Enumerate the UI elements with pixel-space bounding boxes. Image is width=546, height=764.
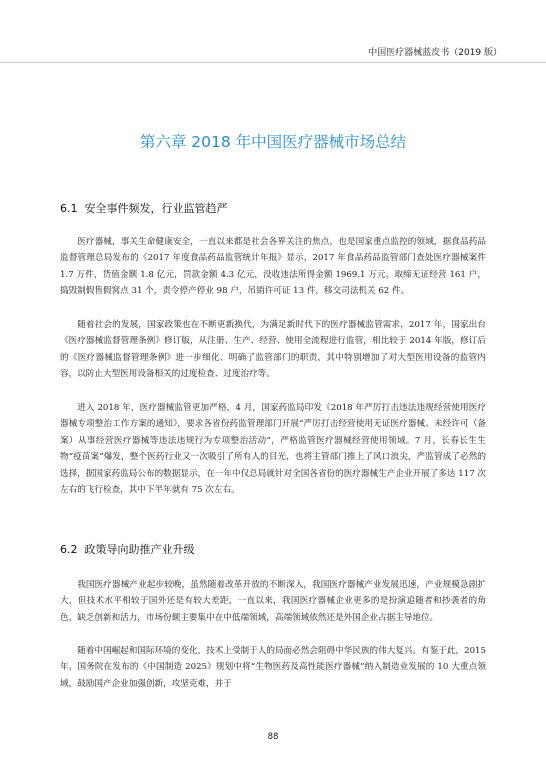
chapter-title: 第六章 2018 年中国医疗器械市场总结 xyxy=(139,133,407,151)
paragraph: 我国医疗器械产业起步较晚，虽然随着改革开放的不断深入，我国医疗器械产业发展迅速，产业规模急剧扩大，但技术水平相较于国外还是有较大差距，一直以来，我国医疗器械企业更多的是扮演追随者和抄袭者的角色，缺乏创新和活力，市场份额主要集中在中低端领域，高端领域依然还是外国企业占据主导地位。 xyxy=(60,580,486,623)
header-rule xyxy=(0,62,546,63)
paragraph: 随着社会的发展，国家政策也在不断更新换代，为满足新时代下的医疗器械监管需求，2017 年，国家出台《医疗器械监督管理条例》修订版，从注册、生产、经营、使用全流程进行监管，相比较于 2014 年版，修订后的《医疗器械监督管理条例》进一步细化、明确了监管部门的职责，其中特别增加了对大型医用设备的监管内容，以防止大型医用设备相关的过度检查、过度治疗等。 xyxy=(60,320,486,380)
running-header: 中国医疗器械蓝皮书（2019 版） xyxy=(368,48,502,58)
section-number: 6.1 xyxy=(60,202,78,215)
section-heading-6-2 xyxy=(60,541,195,557)
page-number: 88 xyxy=(267,732,279,742)
section-heading-6-1 xyxy=(60,200,228,216)
section-number: 6.2 xyxy=(60,543,78,556)
paragraph: 医疗器械，事关生命健康安全，一直以来都是社会各界关注的焦点，也是国家重点监控的领域，据食品药品监督管理总局发布的《2017 年度食品药品监管统计年报》显示，2017 年食品药品监管部门查处医疗器械案件 1.7 万件，货值金额 1.8 亿元，罚款金额 4.3 亿元，没收违法所得金额 1969.1 万元，取缔无证经营 161 户，捣毁制假售假窝点 31 个，责令停产停业 98 户，吊销许可证 13 件，移交司法机关 62 件。 xyxy=(60,237,486,297)
section-title-text: 政策导向助推产业升级 xyxy=(84,543,195,556)
section-title-text: 安全事件频发，行业监管趋严 xyxy=(84,202,228,215)
paragraph: 随着中国崛起和国际环境的变化，技术上受制于人的局面必然会阻碍中华民族的伟大复兴。有鉴于此，2015 年，国务院在发布的《中国制造 2025》规划中将“生物医药及高性能医疗器械”纳入制造业发展的 10 大重点领域，鼓励国产企业加强创新，攻坚克难，并于 xyxy=(60,646,486,689)
paragraph: 进入 2018 年，医疗器械监管更加严格，4 月，国家药监局印发《2018 年严厉打击违法违规经营使用医疗器械专项整治工作方案的通知》，要求各省份药监管理部门开展“严厉打击经营使用无证医疗器械、未经许可（备案）从事经营医疗器械等违法违规行为专项整治活动”，严格监管医疗器械经营使用领域。7 月，长春长生生物“疫苗案”爆发，整个医药行业又一次吸引了所有人的目光，也将主管部门推上了风口浪尖，严监管成了必然的选择，据国家药监局公布的数据显示，在一年中仅总局就针对全国各省份的医疗器械生产企业开展了多达 117 次左右的飞行检查，其中下半年就有 75 次左右。 xyxy=(60,403,486,496)
